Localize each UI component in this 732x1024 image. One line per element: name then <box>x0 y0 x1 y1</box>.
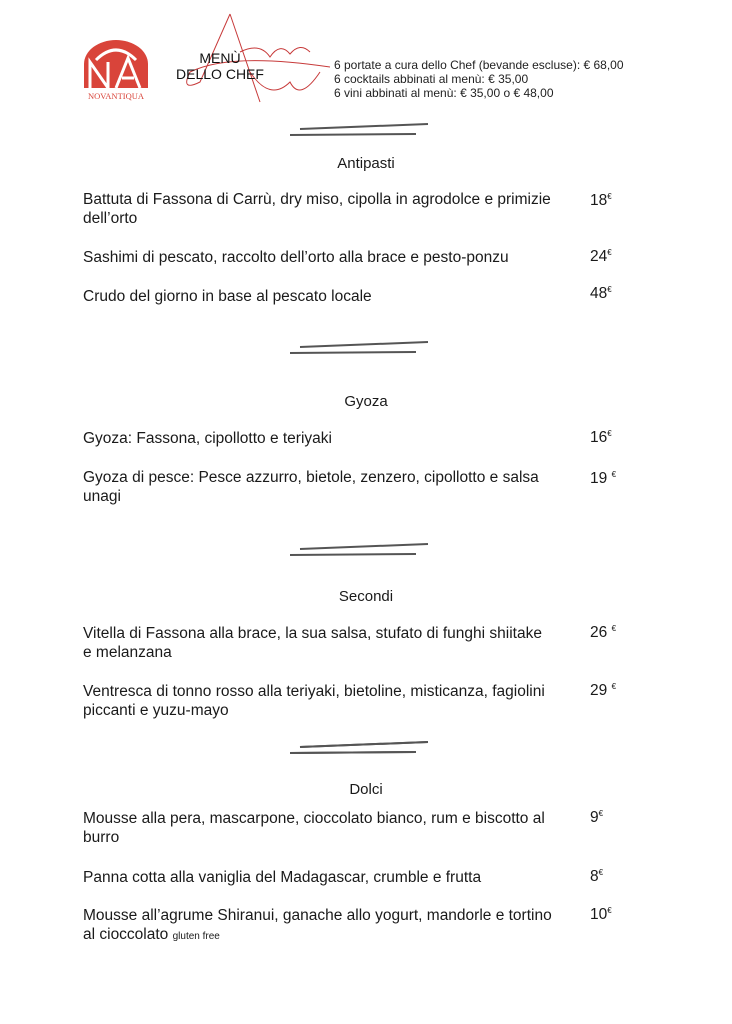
chopsticks-divider-icon <box>288 122 430 138</box>
currency-symbol: € <box>611 624 617 633</box>
item-price <box>590 809 630 827</box>
currency-symbol: € <box>607 285 612 294</box>
title-line-2: DELLO CHEF <box>176 66 264 82</box>
price-value: 26 <box>590 624 612 641</box>
menu-item <box>83 906 553 946</box>
item-name: Mousse all’agrume Shiranui, ganache allo yogurt, mandorle e tortino al cioccolato <box>83 907 552 943</box>
item-name: Gyoza di pesce: Pesce azzurro, bietole, zenzero, cipollotto e salsa unagi <box>83 469 539 505</box>
item-name: Sashimi di pescato, raccolto dell’orto alla brace e pesto-ponzu <box>83 249 509 266</box>
section-title: Gyoza <box>344 393 388 410</box>
section-title: Dolci <box>349 781 383 798</box>
item-name: Vitella di Fassona alla brace, la sua salsa, stufato di funghi shiitake e melanzana <box>83 625 542 661</box>
section-title: Secondi <box>338 588 394 605</box>
price-value: 29 <box>590 682 612 699</box>
menu-item <box>83 468 553 506</box>
currency-symbol: € <box>611 470 617 479</box>
item-price <box>590 906 630 924</box>
menu-item <box>83 682 553 720</box>
currency-symbol: € <box>598 809 604 818</box>
tasting-prices <box>334 58 624 100</box>
price-line: 6 cocktails abbinati al menù: € 35,00 <box>334 72 529 86</box>
item-price <box>590 248 630 266</box>
price-line: 6 portate a cura dello Chef (bevande escluse): € 68,00 <box>334 58 624 72</box>
item-name: Panna cotta alla vaniglia del Madagascar, crumble e frutta <box>83 869 482 886</box>
menu-item <box>83 190 553 228</box>
item-price <box>590 285 630 303</box>
currency-symbol: € <box>611 682 617 691</box>
item-name: Mousse alla pera, mascarpone, cioccolato bianco, rum e biscotto al burro <box>83 810 545 846</box>
price-line: 6 vini abbinati al menù: € 35,00 o € 48,00 <box>334 86 554 100</box>
price-value: 24 <box>590 248 608 265</box>
section-title: Antipasti <box>337 155 395 172</box>
item-price <box>590 470 630 488</box>
price-value: 10 <box>590 906 608 923</box>
item-price <box>590 192 630 210</box>
price-value: 48 <box>590 285 608 302</box>
chopsticks-divider-icon <box>288 542 430 558</box>
menu-item <box>83 624 553 662</box>
chopsticks-divider-icon <box>288 740 430 756</box>
menu-title <box>150 50 290 82</box>
price-value: 19 <box>590 470 612 487</box>
item-note: gluten free <box>172 931 220 942</box>
menu-item <box>83 248 553 267</box>
item-price <box>590 624 630 642</box>
svg-text:NOVANTIQUA: NOVANTIQUA <box>87 91 145 101</box>
currency-symbol: € <box>607 192 612 201</box>
currency-symbol: € <box>607 248 612 257</box>
price-value: 18 <box>590 192 608 209</box>
item-name: Crudo del giorno in base al pescato locale <box>83 288 372 305</box>
item-name: Battuta di Fassona di Carrù, dry miso, cipolla in agrodolce e primizie dell’orto <box>83 191 551 227</box>
title-line-1: MENÙ <box>199 50 241 66</box>
item-price <box>590 868 630 886</box>
menu-item <box>83 868 553 887</box>
currency-symbol: € <box>598 868 604 877</box>
item-name: Ventresca di tonno rosso alla teriyaki, bietoline, misticanza, fagiolini piccanti e yuzu-mayo <box>83 683 545 719</box>
item-price <box>590 682 630 700</box>
price-value: 8 <box>590 868 599 885</box>
chopsticks-divider-icon <box>288 340 430 356</box>
currency-symbol: € <box>607 429 612 438</box>
menu-item <box>83 287 553 306</box>
menu-item <box>83 429 553 448</box>
menu-item <box>83 809 553 847</box>
currency-symbol: € <box>607 906 612 915</box>
item-name: Gyoza: Fassona, cipollotto e teriyaki <box>83 430 332 447</box>
item-price <box>590 429 630 447</box>
price-value: 9 <box>590 809 599 826</box>
novantiqua-logo <box>82 38 150 102</box>
price-value: 16 <box>590 429 608 446</box>
